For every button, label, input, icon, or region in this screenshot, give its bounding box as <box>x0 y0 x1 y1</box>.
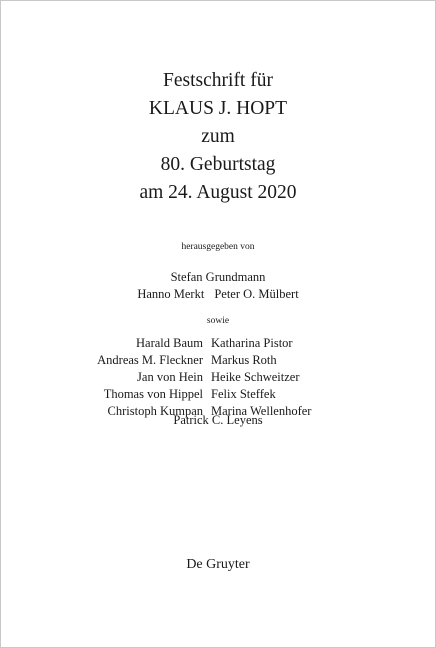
co-editor-name: Markus Roth <box>211 353 277 367</box>
editors-caption: herausgegeben von <box>181 242 255 252</box>
editor-names-row <box>1 286 435 303</box>
book-title-block <box>1 67 435 207</box>
editor-name: Stefan Grundmann <box>170 270 266 284</box>
co-editor-name: Thomas von Hippel <box>103 387 203 401</box>
co-editor-name: Felix Steffek <box>211 387 276 401</box>
co-editor-name: Katharina Pistor <box>211 336 293 350</box>
co-editors-list <box>1 335 435 420</box>
sowie-caption: sowie <box>206 316 230 326</box>
co-editor-row <box>1 369 435 386</box>
co-editor-name: Harald Baum <box>136 336 203 350</box>
co-editor-row <box>1 352 435 369</box>
title-line-festschrift: Festschrift für <box>163 70 273 91</box>
co-editor-name: Christoph Kumpan <box>107 404 203 418</box>
co-editor-row <box>1 386 435 403</box>
co-editor-name: Patrick C. Leyens <box>173 413 263 427</box>
editor-name: Hanno Merkt <box>137 287 205 301</box>
editor-name: Peter O. Mülbert <box>214 287 299 301</box>
title-line-honoree: KLAUS J. HOPT <box>148 98 288 119</box>
co-editor-name: Heike Schweitzer <box>211 370 300 384</box>
publisher-name: De Gruyter <box>186 557 250 572</box>
title-line-birthday: 80. Geburtstag <box>160 154 276 175</box>
co-editor-name: Marina Wellenhofer <box>211 404 312 418</box>
co-editor-name: Andreas M. Fleckner <box>97 353 203 367</box>
co-editor-name: Jan von Hein <box>137 370 203 384</box>
co-editor-row <box>1 335 435 352</box>
title-line-zum: zum <box>201 126 235 147</box>
title-line-date: am 24. August 2020 <box>139 182 297 203</box>
